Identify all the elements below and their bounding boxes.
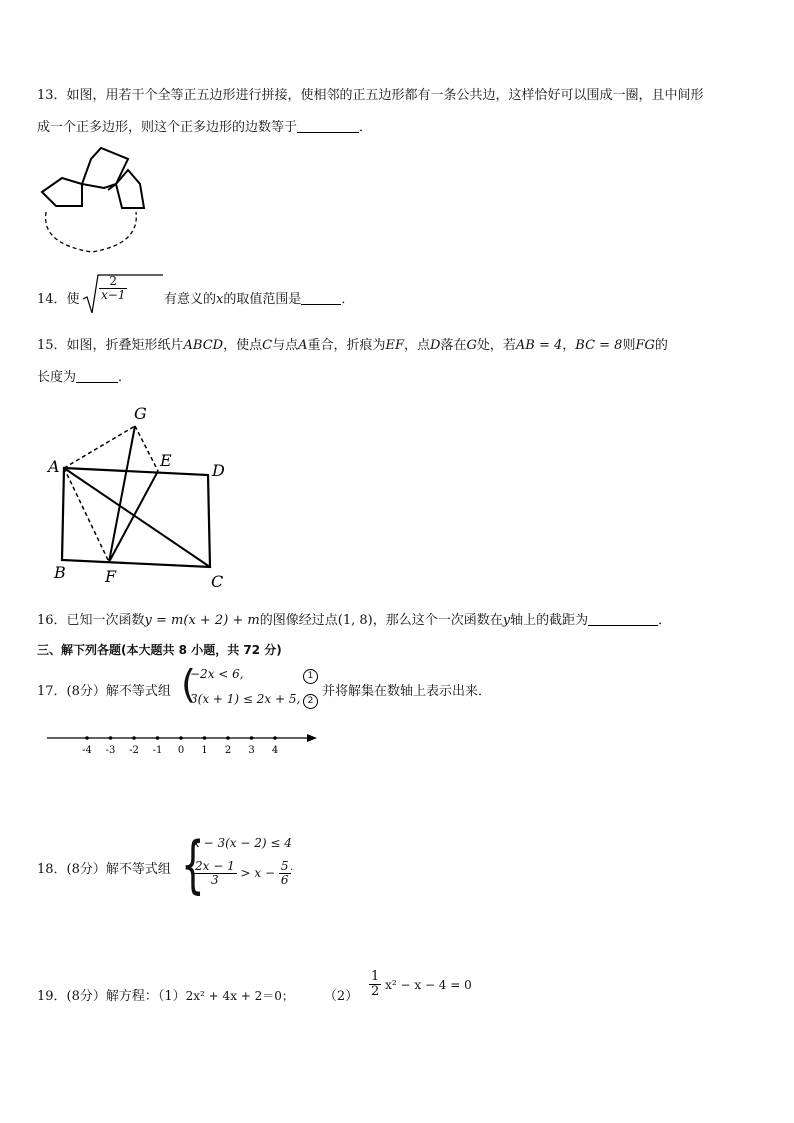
axis-tick-dot: [273, 736, 277, 740]
q15-g: G: [466, 338, 477, 353]
q13-line2: [37, 116, 372, 135]
q14-denominator: x−1: [101, 288, 126, 303]
axis-tick-dot: [85, 736, 89, 740]
axis-tick-label: 1: [201, 745, 208, 756]
q14-end: ．: [341, 292, 355, 307]
q17-ineq1: −2x < 6,: [190, 667, 244, 681]
axis-tick-dot: [203, 736, 207, 740]
q19-half-den: 2: [371, 984, 380, 1000]
q15-text: 与点: [272, 338, 299, 353]
q15-text: ，使点: [223, 338, 263, 353]
segment-gf: [109, 426, 135, 562]
label-g: G: [134, 404, 147, 423]
q15-rectangle-figure: [40, 400, 240, 595]
axis-tick-label: -1: [152, 745, 163, 756]
circled-one-text: 1: [303, 669, 318, 684]
q14-var: x: [216, 292, 224, 307]
q19-part2: （2）: [323, 989, 359, 1004]
answer-blank: [301, 292, 341, 305]
circled-two-text: 2: [303, 694, 318, 709]
q17-suffix: 并将解集在数轴上表示出来．: [322, 684, 492, 699]
number-line: [45, 728, 325, 756]
q15-text: ，: [562, 338, 576, 353]
fold-line-ef: [109, 471, 158, 562]
axis-tick-label: 4: [271, 745, 279, 756]
q18-label: 18．(8分）解不等式组: [37, 862, 171, 877]
pentagon-ring-figure: [36, 144, 148, 256]
q15-line2: [37, 366, 131, 385]
label-f: F: [105, 567, 117, 586]
q15-text: 重合，折痕为: [307, 338, 386, 353]
q18-frac-den: 3: [211, 873, 219, 888]
axis-tick-dot: [226, 736, 230, 740]
axis-tick-label: 3: [248, 745, 255, 756]
q14-numerator: 2: [99, 275, 127, 289]
q19-eq2: [369, 970, 472, 1000]
label-c: C: [211, 572, 224, 591]
answer-blank: [588, 613, 658, 626]
q18-ineq2: [193, 859, 294, 888]
q16: [37, 609, 671, 628]
diagonal-ac: [64, 468, 210, 567]
q15-abcd: ABCD: [183, 338, 224, 353]
label-b: B: [54, 563, 66, 582]
axis-tick-dot: [109, 736, 113, 740]
q18-rhs-num: 5: [280, 859, 289, 873]
q18-mid: > x −: [236, 866, 279, 881]
q16-text: 轴上的截距为: [510, 613, 589, 628]
q17-label: 17．(8分）解不等式组: [37, 684, 171, 699]
q14-text-b: 的取值范围是: [223, 292, 302, 307]
q15-ef: EF: [385, 338, 405, 353]
axis-tick-dot: [156, 736, 160, 740]
q19-eq2-text: x² − x − 4 = 0: [381, 977, 472, 992]
q14-text: 有意义的: [164, 292, 217, 307]
q15-ab-eq: AB = 4: [515, 338, 563, 353]
q14: [37, 274, 355, 316]
q15-line2-text: 长度为: [37, 370, 77, 385]
q13-end: ．: [359, 120, 373, 135]
axis-tick-label: -2: [129, 745, 139, 756]
circled-one-icon: [303, 667, 318, 684]
q16-end: ．: [658, 613, 672, 628]
q19: [37, 985, 358, 1004]
axis-tick-dot: [179, 736, 183, 740]
q15-text: 落在: [440, 338, 467, 353]
q18-ineq1: x − 3(x − 2) ≤ 4: [193, 836, 292, 850]
answer-blank: [297, 120, 359, 133]
q15-d: D: [430, 338, 441, 353]
left-brace-icon: (: [181, 662, 196, 706]
q16-text: 的图像经过点: [259, 613, 338, 628]
q15-line1: [37, 334, 668, 353]
axis-tick-label: -3: [105, 745, 116, 756]
q16-point: (1, 8): [337, 613, 373, 628]
q19-half-fraction: [369, 970, 381, 1000]
q19-eq1: 2x² + 4x + 2＝0；: [185, 989, 294, 1003]
q16-text: 16．已知一次函数: [37, 613, 145, 628]
q18-fraction-left: [193, 860, 237, 887]
circled-two-icon: [303, 692, 318, 709]
q19-half-num: 1: [371, 969, 380, 984]
q15-text: 则: [622, 338, 636, 353]
axis-tick-dot: [132, 736, 136, 740]
dashed-ag: [64, 426, 135, 468]
q18-rhs-den: 6: [280, 873, 289, 888]
q16-text: ，那么这个一次函数在: [372, 613, 503, 628]
q18-end: .: [290, 862, 294, 873]
label-d: D: [212, 461, 225, 480]
q15-text: 处，若: [476, 338, 516, 353]
dashed-ge: [135, 426, 158, 471]
q17-ineq2: 3(x + 1) ≤ 2x + 5,: [190, 692, 301, 706]
q16-yvar: y: [502, 613, 511, 628]
q15-text: 的: [654, 338, 668, 353]
q14-fraction: [99, 275, 127, 302]
q15-end: ．: [118, 370, 132, 385]
section-header: 三、解下列各题(本大题共 8 小题，共 72 分): [37, 643, 282, 657]
pentagon-middle: [82, 148, 128, 188]
dashed-ring-arc: [46, 212, 137, 252]
label-a: A: [48, 457, 60, 476]
q13-line1: 13．如图，用若干个全等正五边形进行拼接，使相邻的正五边形都有一条公共边，这样恰好可以围成一圈，且中间形: [37, 88, 704, 103]
q15-text: 15．如图，折叠矩形纸片: [37, 338, 184, 353]
axis-tick-dot: [250, 736, 254, 740]
axis-tick-label: 0: [177, 745, 185, 756]
q13-line2-text: 成一个正多边形，则这个正多边形的边数等于: [37, 120, 298, 135]
q14-prefix: 14．使: [37, 292, 80, 307]
answer-blank: [76, 370, 118, 383]
left-brace-icon: {: [181, 828, 205, 901]
axis-tick-label: -4: [82, 745, 92, 756]
q15-text: ，点: [404, 338, 431, 353]
pentagon-left: [42, 178, 82, 206]
q15-a: A: [298, 338, 308, 353]
q15-fg: FG: [635, 338, 655, 353]
q15-c: C: [262, 338, 273, 353]
arrow-right-icon: [307, 734, 317, 742]
q18-fraction-right: [279, 859, 294, 888]
label-e: E: [160, 451, 172, 470]
q19-prefix: 19．(8分）解方程：（1）: [37, 989, 186, 1004]
q18-frac-num: 2x − 1: [195, 859, 235, 873]
q15-bc-eq: BC = 8: [575, 338, 623, 353]
q16-formula: y = m(x + 2) + m: [144, 613, 260, 628]
axis-tick-label: 2: [224, 745, 232, 756]
